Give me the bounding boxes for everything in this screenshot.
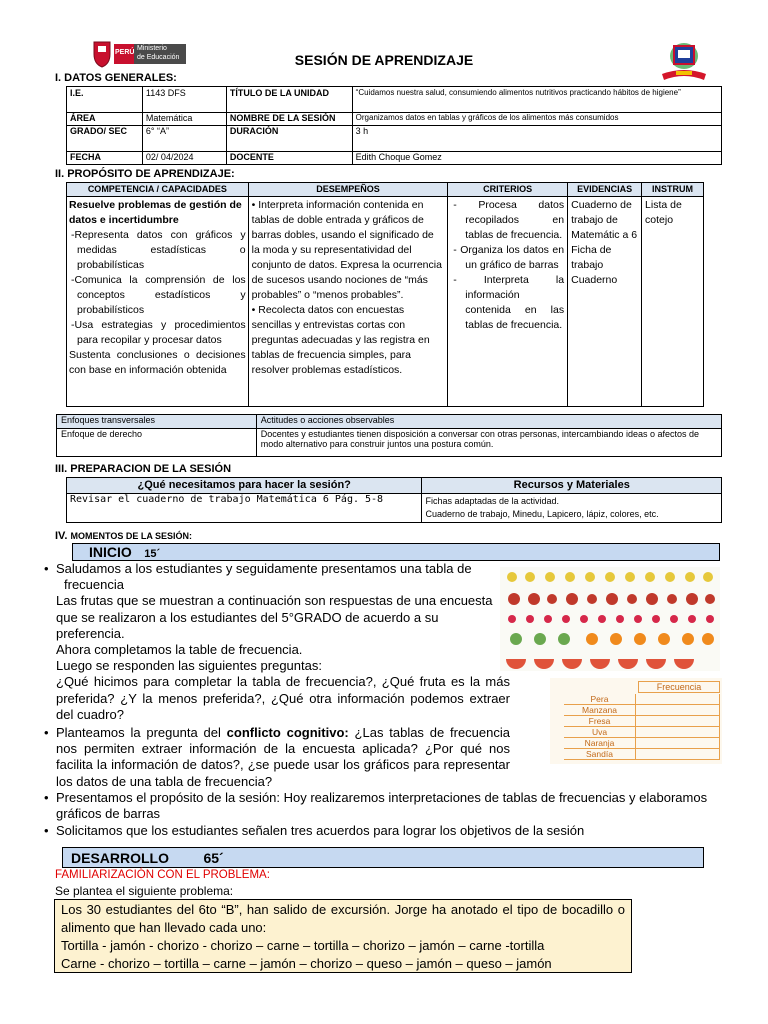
inicio-bar bbox=[72, 543, 720, 561]
section-momentos-title bbox=[55, 530, 192, 542]
datos-generales-table bbox=[66, 86, 722, 165]
duracion-value: 3 h bbox=[352, 126, 721, 152]
desempeno-item: • Recolecta datos con encuestas sencillas y entrevistas cortas con preguntas adecuadas y las registra en tablas de frecuencia simples, para resolver problemas estadísticos. bbox=[251, 304, 430, 376]
table-row bbox=[67, 197, 704, 407]
necesitamos-header: ¿Qué necesitamos para hacer la sesión? bbox=[67, 478, 422, 494]
ie-label: I.E. bbox=[67, 87, 143, 113]
inicio-bullet-proposito bbox=[44, 790, 724, 822]
proposito-table bbox=[66, 182, 704, 407]
capacidad-item: -Comunica la comprensión de los conceptos estadísticos y probabilísticos bbox=[71, 274, 246, 316]
table-header-row bbox=[57, 415, 722, 429]
conflict-bold: conflicto cognitivo: bbox=[226, 725, 349, 740]
recursos-line: Fichas adaptadas de la actividad. bbox=[425, 496, 560, 506]
criterios-cell bbox=[448, 197, 568, 407]
competencia-title: Resuelve problemas de gestión de datos e incertidumbre bbox=[69, 199, 242, 226]
desarrollo-label: DESARROLLO bbox=[71, 850, 169, 866]
problem-text: Los 30 estudiantes del 6to “B”, han salido de excursión. Jorge ha anotado el tipo de bocadillo o alimento que han llevado cada uno: bbox=[61, 902, 625, 935]
conflict-pre: Planteamos la pregunta del bbox=[56, 725, 227, 740]
criterio-item: - Procesa datos recopilados en tablas de frecuencia. bbox=[453, 199, 565, 241]
grado-value: 6° “A” bbox=[142, 126, 226, 152]
frequency-row bbox=[564, 694, 720, 705]
area-value: Matemática bbox=[142, 113, 226, 126]
docente-label: DOCENTE bbox=[226, 152, 352, 165]
frequency-rows bbox=[564, 694, 720, 760]
school-crest-icon bbox=[658, 38, 710, 84]
titulo-label: TÍTULO DE LA UNIDAD bbox=[226, 87, 352, 113]
header-criterios: CRITERIOS bbox=[448, 183, 568, 197]
conflict-text bbox=[56, 725, 510, 790]
momentos-number: IV. bbox=[55, 530, 68, 542]
table-row bbox=[67, 126, 722, 152]
nombre-label: NOMBRE DE LA SESIÓN bbox=[226, 113, 352, 126]
preparacion-table bbox=[66, 477, 722, 523]
duracion-label: DURACIÓN bbox=[226, 126, 352, 152]
frequency-value-cell bbox=[636, 694, 720, 704]
inicio-time: 15´ bbox=[144, 548, 161, 560]
desempeno-item: • Interpreta información contenida en tablas de doble entrada y gráficos de barras dobles, usando el significado de la moda y su representatividad del conjunto de datos. Expresa la ocurrencia de sucesos usando nociones de “más probables” o “menos probables”. bbox=[251, 199, 442, 301]
desempeno-text: Recolecta datos con encuestas sencillas y entrevistas cortas con preguntas adecuadas y las registra en tablas de frecuencia simples, para resolver problemas estadísticos. bbox=[251, 304, 430, 376]
table-row bbox=[67, 494, 722, 523]
recursos-header: Recursos y Materiales bbox=[422, 478, 722, 494]
inicio-paragraph: ¿Qué hicimos para completar la tabla de frecuencia?, ¿Qué fruta es la más preferida? ¿Y la menos preferida?, ¿Qué otra información podemos extraer del cuadro? bbox=[56, 674, 510, 722]
problem-list-1: Tortilla - jamón - chorizo - chorizo – carne – tortilla – chorizo – jamón – carne -tortilla bbox=[61, 938, 545, 953]
conflict-post: ¿Las tablas de frecuencia nos permiten extraer información de la encuesta aplicada? ¿Por qué nos facilita la información de datos?, ¿se puede usar los gráficos para representar los datos de una tabla de frecuencia? bbox=[56, 725, 510, 789]
frequency-table-image bbox=[550, 678, 722, 764]
enfoques-header: Enfoques transversales bbox=[57, 415, 257, 429]
actitud-value: Docentes y estudiantes tienen disposición a conversar con otras personas, intercambiando ideas o afectos de modo alternativo para construir juntos una postura común. bbox=[256, 429, 721, 457]
problem-box bbox=[54, 899, 632, 973]
capacidad-text: Usa estrategias y procedimientos para recopilar y procesar datos bbox=[74, 319, 246, 346]
section-datos-generales-title: I. DATOS GENERALES: bbox=[55, 72, 177, 84]
frequency-value-cell bbox=[636, 727, 720, 737]
inicio-label: INICIO bbox=[89, 544, 132, 560]
inicio-bullet-acuerdos bbox=[44, 823, 724, 839]
criterio-item: - Interpreta la información contenida en las tablas de frecuencia. bbox=[453, 274, 565, 331]
frequency-fruit-label: Uva bbox=[564, 727, 636, 737]
table-header-row bbox=[67, 183, 704, 197]
table-header-row bbox=[67, 478, 722, 494]
page-title: SESIÓN DE APRENDIZAJE bbox=[294, 52, 474, 68]
recursos-line: Cuaderno de trabajo, Minedu, Lapicero, lápiz, colores, etc. bbox=[425, 509, 659, 519]
capacidad-text: Representa datos con gráficos y medidas estadísticas o probabilísticas bbox=[74, 229, 246, 271]
inicio-paragraph: Ahora completamos la table de frecuencia. bbox=[56, 642, 303, 658]
capacidad-extra: Sustenta conclusiones o decisiones con base en información obtenida bbox=[69, 349, 246, 376]
frequency-row bbox=[564, 716, 720, 727]
bullet-icon: • bbox=[44, 725, 49, 740]
problem-list-2: Carne - chorizo – tortilla – carne – jamón – chorizo – queso – jamón – queso – jamón bbox=[61, 956, 552, 971]
header-competencia: COMPETENCIA / CAPACIDADES bbox=[67, 183, 249, 197]
section-preparacion-title: III. PREPARACION DE LA SESIÓN bbox=[55, 463, 232, 475]
table-row bbox=[67, 152, 722, 165]
criterio-text: Organiza los datos en un gráfico de barras bbox=[460, 244, 565, 271]
enfoque-value: Enfoque de derecho bbox=[57, 429, 257, 457]
inicio-paragraph: Las frutas que se muestran a continuación son respuestas de una encuesta que se realizaron a los estudiantes del 5°GRADO de acuerdo a su preferencia. bbox=[56, 593, 493, 641]
frequency-fruit-label: Pera bbox=[564, 694, 636, 704]
bullet-icon: • bbox=[44, 823, 49, 838]
fecha-label: FECHA bbox=[67, 152, 143, 165]
ministry-name-line1: Ministerio bbox=[137, 45, 167, 52]
plantea-text: Se plantea el siguiente problema: bbox=[55, 884, 234, 898]
frequency-header: Frecuencia bbox=[638, 681, 720, 693]
proposito-text: Presentamos el propósito de la sesión: Hoy realizaremos interpretaciones de tablas de frecuencias y elaboramos gráficos de barras bbox=[56, 790, 708, 822]
table-row bbox=[57, 429, 722, 457]
desarrollo-time: 65´ bbox=[203, 850, 224, 866]
header-evidencias: EVIDENCIAS bbox=[568, 183, 642, 197]
inicio-bullet1-text-2: frecuencia bbox=[64, 577, 124, 593]
desarrollo-bar bbox=[62, 847, 704, 868]
frequency-value-cell bbox=[636, 705, 720, 715]
momentos-label: MOMENTOS DE LA SESIÓN: bbox=[70, 531, 193, 541]
capacidad-item: -Representa datos con gráficos y medidas estadísticas o probabilísticas bbox=[71, 229, 246, 271]
inicio-bullet1-text: Saludamos a los estudiantes y seguidamente presentamos una tabla de bbox=[56, 561, 472, 576]
school-emblem bbox=[658, 38, 710, 84]
header-desempenos: DESEMPEÑOS bbox=[248, 183, 448, 197]
necesitamos-value: Revisar el cuaderno de trabajo Matemática 6 Pág. 5-8 bbox=[67, 494, 422, 523]
frequency-fruit-label: Fresa bbox=[564, 716, 636, 726]
inicio-bullet bbox=[44, 561, 510, 593]
table-row bbox=[67, 87, 722, 113]
recursos-value bbox=[422, 494, 722, 523]
competencia-cell bbox=[67, 197, 249, 407]
inicio-content bbox=[44, 561, 510, 723]
criterio-text: Procesa datos recopilados en tablas de frecuencia. bbox=[465, 199, 565, 241]
criterio-text: Interpreta la información contenida en las tablas de frecuencia. bbox=[465, 274, 565, 331]
ie-value: 1143 DFS bbox=[142, 87, 226, 113]
instrumento-cell: Lista de cotejo bbox=[642, 197, 704, 407]
bullet-icon: • bbox=[44, 790, 49, 805]
evidencias-cell: Cuaderno de trabajo de Matemátic a 6 Ficha de trabajo Cuaderno bbox=[568, 197, 642, 407]
enfoques-table bbox=[56, 414, 722, 457]
inicio-bullet-conflict bbox=[44, 725, 510, 790]
fecha-value: 02/ 04/2024 bbox=[142, 152, 226, 165]
actitudes-header: Actitudes o acciones observables bbox=[256, 415, 721, 429]
fruit-grid-icon bbox=[500, 567, 720, 671]
desempeno-text: Interpreta información contenida en tablas de doble entrada y gráficos de barras dobles, usando el significado de la moda y su representatividad del conjunto de datos. Expresa la ocurrencia de sucesos usando nociones de “más probables” o “menos probables”. bbox=[251, 199, 442, 301]
capacidad-text: Comunica la comprensión de los conceptos estadísticos y probabilísticos bbox=[74, 274, 246, 316]
frequency-value-cell bbox=[636, 749, 720, 759]
frequency-fruit-label: Manzana bbox=[564, 705, 636, 715]
frequency-value-cell bbox=[636, 716, 720, 726]
inicio-paragraph: Luego se responden las siguientes preguntas: bbox=[56, 658, 322, 674]
titulo-value: “Cuidamos nuestra salud, consumiendo alimentos nutritivos practicando hábitos de higiene” bbox=[352, 87, 721, 113]
docente-value: Edith Choque Gomez bbox=[352, 152, 721, 165]
area-label: ÁREA bbox=[67, 113, 143, 126]
desempenos-cell bbox=[248, 197, 448, 407]
frequency-value-cell bbox=[636, 738, 720, 748]
ministry-name-line2: de Educación bbox=[137, 54, 180, 61]
frequency-row bbox=[564, 727, 720, 738]
familiarizacion-title: FAMILIARIZACIÓN CON EL PROBLEMA: bbox=[55, 869, 270, 881]
nombre-value: Organizamos datos en tablas y gráficos de los alimentos más consumidos bbox=[352, 113, 721, 126]
acuerdos-text: Solicitamos que los estudiantes señalen tres acuerdos para lograr los objetivos de la sesión bbox=[56, 823, 585, 838]
capacidad-item: -Usa estrategias y procedimientos para recopilar y procesar datos bbox=[71, 319, 246, 346]
table-row bbox=[67, 113, 722, 126]
frequency-row bbox=[564, 705, 720, 716]
frequency-fruit-label: Naranja bbox=[564, 738, 636, 748]
frequency-row bbox=[564, 749, 720, 760]
frequency-fruit-label: Sandía bbox=[564, 749, 636, 759]
ministry-peru-label: PERÚ bbox=[115, 49, 135, 56]
section-proposito-title: II. PROPÓSITO DE APRENDIZAJE: bbox=[55, 168, 235, 180]
criterio-item: - Organiza los datos en un gráfico de barras bbox=[453, 244, 565, 271]
fruits-illustration bbox=[500, 567, 720, 671]
frequency-row bbox=[564, 738, 720, 749]
header-instrumento: INSTRUM bbox=[642, 183, 704, 197]
grado-label: GRADO/ SEC bbox=[67, 126, 143, 152]
bullet-icon: • bbox=[44, 561, 49, 576]
